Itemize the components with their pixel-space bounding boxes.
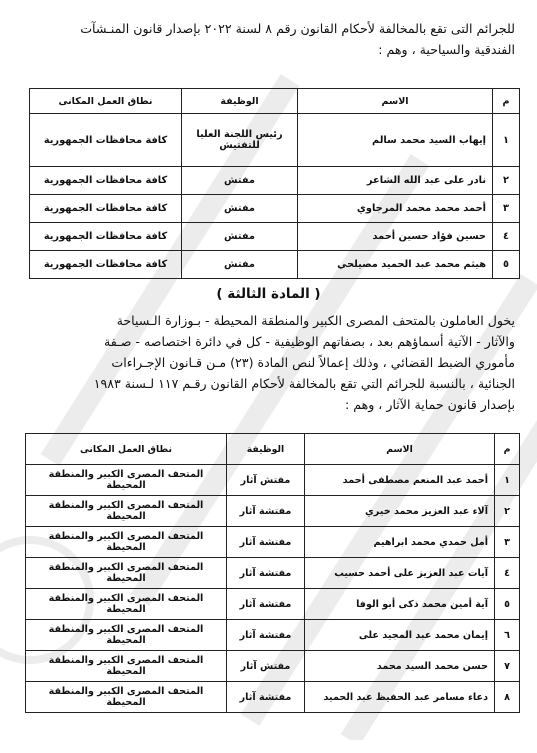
row-name: آلاء عبد العزيز محمد خيري — [305, 496, 495, 527]
table-row — [26, 527, 520, 558]
article-line-4: الجنائية ، بالنسبة للجرائم التي تقع بالمخالفة لأحكام القانون رقـم ١١٧ لـسنة ١٩٨٣ — [93, 376, 515, 391]
row-scope: المتحف المصرى الكبير والمنطقة المحيطة — [26, 465, 227, 496]
row-job: مفتش — [182, 195, 298, 223]
intro-paragraph — [23, 18, 515, 60]
table-row — [26, 589, 520, 620]
article-line-1: يخول العاملون بالمتحف المصرى الكبير والمنطقة المحيطة - بـوزارة الـسياحة — [116, 313, 515, 328]
row-name: نادر على عبد الله الشاعر — [298, 167, 493, 195]
row-scope: المتحف المصرى الكبير والمنطقة المحيطة — [26, 527, 227, 558]
table-row — [26, 651, 520, 682]
row-job: مفتش آثار — [227, 651, 305, 682]
table-row — [26, 496, 520, 527]
row-scope: المتحف المصرى الكبير والمنطقة المحيطة — [26, 651, 227, 682]
intro-line-1: للجرائم التى تقع بالمخالفة لأحكام القانون رقم ٨ لسنة ٢٠٢٢ بإصدار قانون المنـشآت — [80, 21, 515, 36]
row-num: ٧ — [495, 651, 520, 682]
row-name: أحمد محمد محمد المرجاوي — [298, 195, 493, 223]
row-job: مفتش — [182, 167, 298, 195]
article-line-2: والآثار - الآتية أسماؤهم بعد ، بصفاتهم الوظيفية - كل في دائرة اختصاصه - صـفة — [103, 334, 515, 349]
row-name: أحمد عبد المنعم مصطفى أحمد — [305, 465, 495, 496]
row-scope: كافة محافظات الجمهورية — [30, 167, 182, 195]
row-name: هيثم محمد عبد الحميد مصيلحي — [298, 251, 493, 279]
table-row — [26, 620, 520, 651]
row-name: حسن محمد السيد محمد — [305, 651, 495, 682]
antiquities-inspectors-table — [25, 433, 520, 713]
table-header-row — [30, 89, 520, 114]
header-scope: نطاق العمل المكانى — [30, 89, 182, 114]
row-scope: المتحف المصرى الكبير والمنطقة المحيطة — [26, 620, 227, 651]
row-job: مفتشة آثار — [227, 589, 305, 620]
row-name: إيهاب السيد محمد سالم — [298, 114, 493, 167]
row-job: مفتشة آثار — [227, 496, 305, 527]
row-num: ٦ — [495, 620, 520, 651]
table-row — [30, 195, 520, 223]
table-row — [26, 558, 520, 589]
table-row — [30, 251, 520, 279]
row-scope: المتحف المصرى الكبير والمنطقة المحيطة — [26, 558, 227, 589]
row-scope: كافة محافظات الجمهورية — [30, 251, 182, 279]
row-num: ٨ — [495, 682, 520, 713]
table-header-row — [26, 434, 520, 465]
row-name: دعاء مسامر عبد الحفيظ عبد الحميد — [305, 682, 495, 713]
row-scope: كافة محافظات الجمهورية — [30, 114, 182, 167]
row-job: رئيس اللجنة العليا للتفتيش — [182, 114, 298, 167]
row-num: ٢ — [495, 496, 520, 527]
row-scope: المتحف المصرى الكبير والمنطقة المحيطة — [26, 682, 227, 713]
row-job: مفتشة آثار — [227, 527, 305, 558]
intro-line-2: الفندقية والسياحية ، وهم : — [378, 42, 515, 57]
header-job: الوظيفة — [182, 89, 298, 114]
row-scope: المتحف المصرى الكبير والمنطقة المحيطة — [26, 589, 227, 620]
row-job: مفتش — [182, 223, 298, 251]
row-job: مفتش — [182, 251, 298, 279]
table-row — [30, 114, 520, 167]
article-heading: ( المادة الثالثة ) — [216, 286, 321, 302]
header-num: م — [495, 434, 520, 465]
article-line-5: بإصدار قانون حماية الآثار ، وهم : — [344, 397, 515, 412]
header-name: الاسم — [305, 434, 495, 465]
row-num: ٥ — [495, 589, 520, 620]
row-num: ٣ — [493, 195, 520, 223]
row-num: ٥ — [493, 251, 520, 279]
row-name: إيمان محمد عبد المجيد على — [305, 620, 495, 651]
row-num: ٤ — [495, 558, 520, 589]
table-row — [30, 167, 520, 195]
row-scope: كافة محافظات الجمهورية — [30, 223, 182, 251]
table-row — [26, 682, 520, 713]
article-line-3: مأموري الضبط القضائي ، وذلك إعمالاً لنص المادة (٢٣) مـن قـانون الإجـراءات — [111, 355, 515, 370]
table-row — [30, 223, 520, 251]
row-job: مفتشة آثار — [227, 682, 305, 713]
row-num: ٤ — [493, 223, 520, 251]
row-job: مفتشة آثار — [227, 620, 305, 651]
row-num: ١ — [493, 114, 520, 167]
header-name: الاسم — [298, 89, 493, 114]
header-job: الوظيفة — [227, 434, 305, 465]
row-num: ١ — [495, 465, 520, 496]
row-name: حسين فؤاد حسين أحمد — [298, 223, 493, 251]
inspectors-table — [29, 88, 520, 279]
row-name: أمل حمدي محمد ابراهيم — [305, 527, 495, 558]
row-name: آية أمين محمد ذكى أبو الوفا — [305, 589, 495, 620]
header-num: م — [493, 89, 520, 114]
row-job: مفتشة آثار — [227, 558, 305, 589]
row-scope: المتحف المصرى الكبير والمنطقة المحيطة — [26, 496, 227, 527]
row-num: ٢ — [493, 167, 520, 195]
row-num: ٣ — [495, 527, 520, 558]
table-row — [26, 465, 520, 496]
header-scope: نطاق العمل المكانى — [26, 434, 227, 465]
row-scope: كافة محافظات الجمهورية — [30, 195, 182, 223]
article-paragraph — [23, 310, 515, 415]
row-job: مفتش آثار — [227, 465, 305, 496]
row-name: آيات عبد العزيز على أحمد حسيب — [305, 558, 495, 589]
